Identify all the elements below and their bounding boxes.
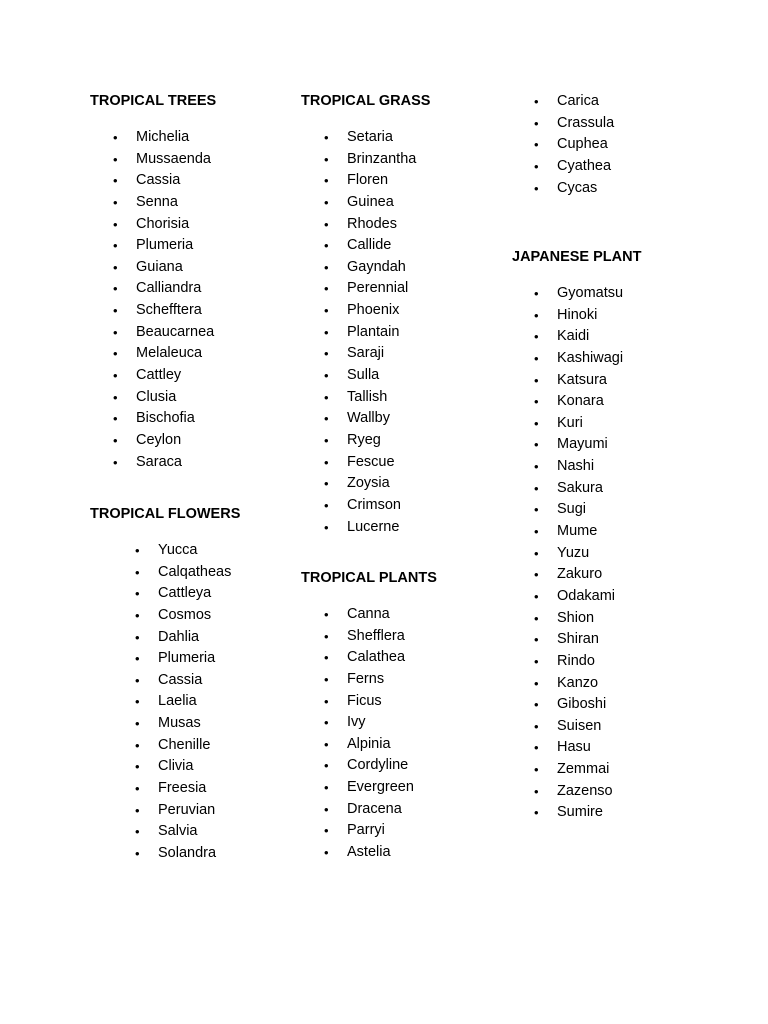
list-item-label: Cassia — [136, 172, 181, 189]
bullet-icon: • — [534, 545, 539, 561]
list-item-label: Peruvian — [158, 801, 216, 818]
bullet-icon: • — [324, 736, 329, 752]
list-item-label: Carica — [557, 93, 599, 109]
list-item-label: Senna — [136, 193, 178, 210]
list-item-label: Kanzo — [557, 674, 599, 691]
bullet-icon: • — [534, 610, 539, 626]
list-item — [324, 300, 430, 322]
list-item — [324, 755, 437, 777]
list-item — [534, 413, 641, 435]
bullet-icon: • — [113, 238, 118, 254]
list-item-label: Shion — [557, 609, 595, 626]
bullet-icon: • — [135, 802, 140, 818]
list-item — [324, 820, 437, 842]
list-item — [135, 756, 240, 778]
list-item — [135, 648, 240, 670]
list-item — [324, 365, 430, 387]
list-item-label: Rhodes — [347, 215, 397, 232]
list-item — [113, 322, 216, 344]
list-item-label: Sakura — [557, 479, 603, 496]
list-item — [135, 821, 240, 843]
list-item-label: Mume — [557, 523, 598, 540]
list-item-label: Sugi — [557, 501, 587, 518]
list-item — [534, 348, 641, 370]
bullet-icon: • — [534, 286, 539, 301]
list-item — [324, 842, 437, 864]
bullet-icon: • — [534, 372, 539, 388]
bullet-icon: • — [534, 524, 539, 540]
list-item — [534, 543, 641, 565]
list-item-label: Zoysia — [347, 475, 390, 492]
bullet-icon: • — [113, 411, 118, 427]
bullet-icon: • — [534, 762, 539, 778]
tropical-trees-list — [113, 127, 216, 473]
list-item — [135, 583, 240, 605]
bullet-icon: • — [534, 437, 539, 453]
list-item — [113, 387, 216, 409]
list-item — [324, 430, 430, 452]
bullet-icon: • — [113, 151, 118, 167]
list-item — [324, 495, 430, 517]
list-item-label: Plumeria — [136, 237, 194, 254]
list-item-label: Schefftera — [136, 302, 202, 319]
bullet-icon: • — [135, 781, 140, 797]
bullet-icon: • — [135, 586, 140, 602]
list-item-label: Plumeria — [158, 650, 216, 667]
list-item-label: Saraca — [136, 453, 182, 470]
list-item — [534, 283, 641, 305]
tropical-grass-list — [324, 127, 430, 538]
list-item — [324, 214, 430, 236]
list-item — [324, 343, 430, 365]
list-item — [113, 127, 216, 149]
bullet-icon: • — [534, 115, 539, 131]
list-item — [324, 322, 430, 344]
list-item — [113, 343, 216, 365]
bullet-icon: • — [534, 805, 539, 821]
list-item — [534, 478, 641, 500]
bullet-icon: • — [324, 801, 329, 817]
bullet-icon: • — [324, 281, 329, 297]
list-item — [534, 608, 641, 630]
list-item-label: Ivy — [347, 714, 366, 731]
bullet-icon: • — [534, 783, 539, 799]
list-item-label: Floren — [347, 172, 389, 189]
list-item-label: Crassula — [557, 114, 615, 131]
list-item-label: Calliandra — [136, 280, 202, 297]
list-item — [324, 691, 437, 713]
list-item — [324, 734, 437, 756]
japanese-plant-list — [534, 283, 641, 824]
bullet-icon: • — [324, 628, 329, 644]
list-item — [324, 777, 437, 799]
bullet-icon: • — [534, 718, 539, 734]
list-item-label: Lucerne — [347, 518, 400, 535]
tropical-plants-heading: TROPICAL PLANTS — [301, 570, 437, 586]
bullet-icon: • — [324, 454, 329, 470]
bullet-icon: • — [534, 567, 539, 583]
list-item — [534, 370, 641, 392]
list-item — [534, 305, 641, 327]
list-item — [534, 499, 641, 521]
bullet-icon: • — [324, 194, 329, 210]
list-item-label: Shefflera — [347, 627, 405, 644]
list-item-label: Parryi — [347, 822, 385, 839]
bullet-icon: • — [135, 543, 140, 558]
list-item — [324, 626, 437, 648]
list-item-label: Zakuro — [557, 566, 603, 583]
bullet-icon: • — [113, 281, 118, 297]
list-item — [534, 586, 641, 608]
list-item-label: Zazenso — [557, 782, 613, 799]
list-item-label: Laelia — [158, 693, 197, 710]
list-item-label: Chorisia — [136, 215, 190, 232]
bullet-icon: • — [135, 607, 140, 623]
list-item-label: Sumire — [557, 804, 603, 821]
list-item-label: Bischofia — [136, 410, 195, 427]
bullet-icon: • — [113, 194, 118, 210]
bullet-icon: • — [135, 564, 140, 580]
bullet-icon: • — [324, 607, 329, 622]
list-item-label: Dahlia — [158, 628, 200, 645]
list-item-label: Yuzu — [557, 544, 590, 561]
list-item — [534, 673, 641, 695]
list-item-label: Zemmai — [557, 761, 610, 778]
list-item-label: Cyathea — [557, 157, 612, 174]
list-item-label: Dracena — [347, 800, 402, 817]
bullet-icon: • — [113, 389, 118, 405]
list-item-label: Wallby — [347, 410, 390, 427]
tropical-trees-heading: TROPICAL TREES — [90, 93, 217, 109]
bullet-icon: • — [324, 259, 329, 275]
bullet-icon: • — [324, 519, 329, 535]
list-item — [113, 365, 216, 387]
bullet-icon: • — [135, 737, 140, 753]
bullet-icon: • — [324, 303, 329, 319]
bullet-icon: • — [534, 632, 539, 648]
bullet-icon: • — [534, 350, 539, 366]
list-item — [113, 452, 216, 474]
list-item-label: Calathea — [347, 649, 406, 666]
list-item-label: Melaleuca — [136, 345, 203, 362]
list-item-label: Cosmos — [158, 606, 212, 623]
bullet-icon: • — [534, 329, 539, 345]
list-item — [324, 517, 430, 539]
list-item — [113, 235, 216, 257]
bullet-icon: • — [324, 758, 329, 774]
list-item-label: Callide — [347, 237, 392, 254]
bullet-icon: • — [534, 502, 539, 518]
list-item-label: Kashiwagi — [557, 349, 624, 366]
list-item-label: Musas — [158, 715, 201, 732]
list-item — [135, 713, 240, 735]
bullet-icon: • — [534, 94, 539, 109]
list-item-label: Perennial — [347, 280, 409, 297]
bullet-icon: • — [534, 394, 539, 410]
bullet-icon: • — [113, 324, 118, 340]
list-item-label: Guiana — [136, 258, 183, 275]
list-item — [113, 192, 216, 214]
bullet-icon: • — [324, 845, 329, 861]
list-item — [534, 737, 641, 759]
list-item — [534, 781, 641, 803]
list-item-label: Michelia — [136, 129, 190, 145]
list-item-label: Nashi — [557, 458, 595, 475]
bullet-icon: • — [534, 415, 539, 431]
bullet-icon: • — [113, 346, 118, 362]
bullet-icon: • — [324, 173, 329, 189]
list-item-label: Clusia — [136, 388, 177, 405]
list-item — [135, 562, 240, 584]
bullet-icon: • — [135, 845, 140, 861]
list-item — [324, 170, 430, 192]
list-item-label: Cordyline — [347, 757, 409, 774]
list-item-label: Clivia — [158, 758, 194, 775]
list-item — [534, 434, 641, 456]
list-item — [135, 627, 240, 649]
bullet-icon: • — [324, 476, 329, 492]
list-item — [135, 540, 240, 562]
list-item-label: Mayumi — [557, 436, 608, 453]
list-item-label: Hinoki — [557, 306, 598, 323]
bullet-icon: • — [534, 740, 539, 756]
bullet-icon: • — [534, 459, 539, 475]
bullet-icon: • — [324, 368, 329, 384]
list-item-label: Cattleya — [158, 585, 212, 602]
list-item-label: Sulla — [347, 367, 380, 384]
list-item-label: Cattley — [136, 367, 182, 384]
bullet-icon: • — [324, 823, 329, 839]
list-item-label: Shiran — [557, 631, 599, 648]
list-item-label: Cycas — [557, 179, 598, 196]
list-item-label: Hasu — [557, 739, 591, 756]
bullet-icon: • — [113, 173, 118, 189]
list-item-label: Solandra — [158, 844, 217, 861]
list-item-label: Freesia — [158, 780, 207, 797]
list-item — [324, 647, 437, 669]
bullet-icon: • — [113, 303, 118, 319]
list-item — [324, 799, 437, 821]
bullet-icon: • — [324, 432, 329, 448]
list-item — [135, 843, 240, 865]
bullet-icon: • — [324, 130, 329, 145]
tropical-grass-heading: TROPICAL GRASS — [301, 93, 431, 109]
bullet-icon: • — [324, 411, 329, 427]
list-item — [113, 170, 216, 192]
list-item-label: Fescue — [347, 453, 395, 470]
tropical-flowers-section — [90, 505, 240, 865]
bullet-icon: • — [534, 697, 539, 713]
list-item-label: Giboshi — [557, 696, 607, 713]
tropical-trees-section — [90, 92, 216, 473]
list-item — [534, 326, 641, 348]
bullet-icon: • — [113, 368, 118, 384]
list-item — [324, 669, 437, 691]
list-item — [534, 716, 641, 738]
list-item-label: Konara — [557, 393, 604, 410]
list-item — [113, 430, 216, 452]
list-item — [135, 605, 240, 627]
list-item — [324, 452, 430, 474]
list-item — [135, 735, 240, 757]
list-item-label: Yucca — [158, 542, 198, 558]
list-item-label: Evergreen — [347, 779, 414, 796]
list-item-label: Mussaenda — [136, 150, 211, 167]
japanese-plant-heading: JAPANESE PLANT — [512, 249, 642, 265]
list-item-label: Brinzantha — [347, 150, 417, 167]
list-item-label: Cassia — [158, 671, 203, 688]
tropical-flowers-list — [135, 540, 240, 865]
bullet-icon: • — [135, 824, 140, 840]
list-item-label: Ficus — [347, 692, 382, 709]
bullet-icon: • — [324, 780, 329, 796]
list-item-label: Ferns — [347, 670, 385, 687]
list-item-label: Plantain — [347, 323, 400, 340]
list-item — [113, 408, 216, 430]
tropical-plants-list — [324, 604, 437, 864]
list-item-label: Cuphea — [557, 136, 608, 153]
bullet-icon: • — [324, 324, 329, 340]
list-item-label: Odakami — [557, 587, 616, 604]
list-item — [534, 564, 641, 586]
bullet-icon: • — [534, 158, 539, 174]
list-item — [534, 759, 641, 781]
list-item-label: Kuri — [557, 414, 583, 431]
list-item — [534, 629, 641, 651]
bullet-icon: • — [113, 130, 118, 145]
bullet-icon: • — [534, 653, 539, 669]
bullet-icon: • — [324, 238, 329, 254]
list-item-label: Ceylon — [136, 431, 182, 448]
bullet-icon: • — [324, 151, 329, 167]
bullet-icon: • — [113, 432, 118, 448]
list-item-label: Alpinia — [347, 735, 391, 752]
japanese-plant-section — [512, 248, 641, 824]
list-item — [534, 694, 641, 716]
bullet-icon: • — [324, 671, 329, 687]
bullet-icon: • — [135, 759, 140, 775]
list-item-label: Saraji — [347, 345, 385, 362]
bullet-icon: • — [113, 259, 118, 275]
bullet-icon: • — [324, 497, 329, 513]
bullet-icon: • — [135, 716, 140, 732]
list-item — [324, 192, 430, 214]
list-item — [324, 257, 430, 279]
list-item-label: Calqatheas — [158, 563, 232, 580]
list-item-label: Guinea — [347, 193, 394, 210]
bullet-icon: • — [324, 650, 329, 666]
list-item — [113, 278, 216, 300]
list-item-label: Rindo — [557, 652, 595, 669]
list-item — [324, 712, 437, 734]
bullet-icon: • — [135, 694, 140, 710]
bullet-icon: • — [324, 715, 329, 731]
list-item — [135, 691, 240, 713]
list-item — [113, 214, 216, 236]
list-item — [324, 149, 430, 171]
list-item — [324, 278, 430, 300]
list-item-label: Tallish — [347, 388, 388, 405]
bullet-icon: • — [534, 480, 539, 496]
list-item — [324, 235, 430, 257]
list-item-label: Beaucarnea — [136, 323, 215, 340]
bullet-icon: • — [324, 346, 329, 362]
list-item-label: Gyomatsu — [557, 285, 624, 301]
bullet-icon: • — [534, 137, 539, 153]
list-item — [534, 521, 641, 543]
bullet-icon: • — [135, 651, 140, 667]
list-item-label: Crimson — [347, 496, 401, 513]
bullet-icon: • — [135, 629, 140, 645]
bullet-icon: • — [113, 216, 118, 232]
list-item — [324, 604, 437, 626]
list-item — [135, 778, 240, 800]
list-item-label: Salvia — [158, 823, 198, 840]
list-item — [135, 670, 240, 692]
list-item-label: Gayndah — [347, 258, 406, 275]
bullet-icon: • — [324, 693, 329, 709]
list-item — [113, 257, 216, 279]
list-item — [135, 800, 240, 822]
bullet-icon: • — [534, 588, 539, 604]
list-item-label: Suisen — [557, 717, 602, 734]
list-item — [324, 387, 430, 409]
list-item — [324, 127, 430, 149]
list-item-label: Katsura — [557, 371, 607, 388]
tropical-plants-section — [301, 569, 437, 864]
list-item — [534, 391, 641, 413]
list-item — [113, 300, 216, 322]
list-item-label: Kaidi — [557, 328, 590, 345]
bullet-icon: • — [135, 672, 140, 688]
bullet-icon: • — [534, 307, 539, 323]
list-item-label: Phoenix — [347, 302, 400, 319]
bullet-icon: • — [534, 180, 539, 196]
tropical-flowers-heading: TROPICAL FLOWERS — [90, 506, 241, 522]
list-item — [324, 473, 430, 495]
list-item-label: Chenille — [158, 736, 211, 753]
bullet-icon: • — [534, 675, 539, 691]
list-item — [324, 408, 430, 430]
bullet-icon: • — [113, 454, 118, 470]
list-item — [534, 651, 641, 673]
bullet-icon: • — [324, 216, 329, 232]
bullet-icon: • — [324, 389, 329, 405]
list-item-label: Ryeg — [347, 431, 381, 448]
list-item — [534, 456, 641, 478]
list-item — [534, 802, 641, 824]
list-item-label: Canna — [347, 606, 390, 622]
list-item — [113, 149, 216, 171]
tropical-grass-section — [301, 92, 430, 538]
list-item-label: Astelia — [347, 844, 391, 861]
list-item-label: Setaria — [347, 129, 393, 145]
